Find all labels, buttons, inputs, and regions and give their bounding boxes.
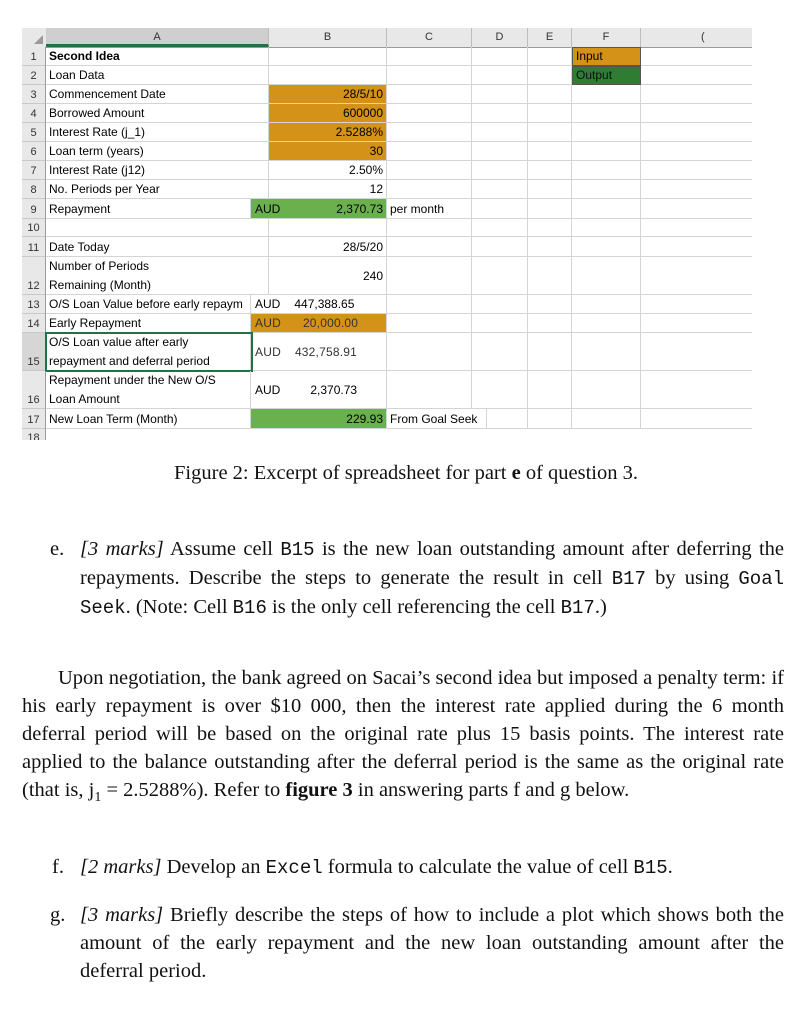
sheet-row-3 (22, 85, 752, 104)
currency-label: AUD (255, 382, 281, 397)
cell-b12[interactable]: 240 (269, 257, 387, 295)
sheet-row-6 (22, 142, 752, 161)
cell-e7[interactable] (528, 161, 572, 180)
cell-e14[interactable] (528, 314, 572, 333)
part-e-text3: by using (655, 567, 730, 589)
cell-d16[interactable] (472, 371, 528, 409)
cell-d5[interactable] (472, 123, 528, 142)
currency-label: AUD (255, 297, 281, 311)
currency-label: AUD (255, 202, 281, 216)
cell-c12[interactable] (387, 257, 472, 295)
cell-f3[interactable] (572, 85, 641, 104)
cell-b14[interactable] (251, 314, 387, 333)
cell-c15[interactable] (387, 333, 472, 371)
row-number[interactable]: 18 (22, 429, 46, 440)
cell-e15[interactable] (528, 333, 572, 371)
cell-b11[interactable]: 28/5/20 (269, 237, 387, 257)
cell-g13[interactable] (641, 295, 752, 314)
cell-g16[interactable] (641, 371, 752, 409)
sheet-row-17 (22, 409, 752, 429)
cell-g2[interactable] (641, 66, 752, 85)
cell-b17[interactable]: 229.93 (251, 409, 387, 429)
cell-a9[interactable]: Repayment (46, 199, 251, 219)
cell-b9[interactable] (251, 199, 387, 219)
column-header-f[interactable]: F (572, 28, 641, 47)
part-e-cell1: B15 (280, 539, 315, 561)
cell-d1[interactable] (472, 47, 528, 66)
cell-a5[interactable]: Interest Rate (j_1) (46, 123, 269, 142)
cell-e16[interactable] (528, 371, 572, 409)
cell-e3[interactable] (528, 85, 572, 104)
cell-e12[interactable] (528, 257, 572, 295)
part-g-label: g. (50, 904, 66, 926)
column-header-b[interactable]: B (269, 28, 387, 47)
row-number[interactable]: 7 (22, 161, 46, 180)
cell-f6[interactable] (572, 142, 641, 161)
new-repayment-value: 2,370.73 (310, 382, 358, 397)
part-e-question (80, 535, 784, 622)
cell-e10[interactable] (528, 219, 572, 237)
cell-f17[interactable] (572, 409, 641, 429)
context-text3: in answering parts f and g below. (357, 779, 630, 801)
cell-c7[interactable] (387, 161, 472, 180)
part-e-cell4: B17 (560, 597, 595, 619)
cell-f11[interactable] (572, 237, 641, 257)
cell-d6[interactable] (472, 142, 528, 161)
cell-e11[interactable] (528, 237, 572, 257)
row-number[interactable]: 4 (22, 104, 46, 123)
column-header-bar (22, 28, 752, 48)
context-subscript: 1 (94, 790, 102, 806)
cell-a17[interactable]: New Loan Term (Month) (46, 409, 251, 429)
part-f-cell: B15 (633, 857, 668, 879)
cell-b7[interactable]: 2.50% (269, 161, 387, 180)
cell-b8[interactable]: 12 (269, 180, 387, 199)
sheet-row-16 (22, 371, 752, 409)
cell-f10[interactable] (572, 219, 641, 237)
cell-e4[interactable] (528, 104, 572, 123)
legend-output-key[interactable]: Output (572, 66, 641, 85)
cell-d7[interactable] (472, 161, 528, 180)
cell-f15[interactable] (572, 333, 641, 371)
column-header-a[interactable]: A (46, 28, 269, 47)
cell-a7[interactable]: Interest Rate (j12) (46, 161, 269, 180)
loan-value-before: 447,388.65 (294, 297, 355, 311)
cell-c1[interactable] (387, 47, 472, 66)
column-header-g-partial[interactable]: ( (701, 31, 705, 43)
legend-input-key[interactable]: Input (572, 47, 641, 66)
cell-d3[interactable] (472, 85, 528, 104)
cell-a16[interactable]: Repayment under the New O/S Loan Amount (46, 371, 251, 409)
cell-c16[interactable] (387, 371, 472, 409)
cell-c8[interactable] (387, 180, 472, 199)
cell-b16[interactable] (251, 371, 387, 409)
cell-g12[interactable] (641, 257, 752, 295)
sheet-row-13 (22, 295, 752, 314)
cell-c3[interactable] (387, 85, 472, 104)
cell-g8[interactable] (641, 180, 752, 199)
cell-c14[interactable] (387, 314, 472, 333)
sheet-row-18 (22, 429, 752, 440)
part-f-marks: [2 marks] (80, 856, 162, 878)
cell-e5[interactable] (528, 123, 572, 142)
cell-c6[interactable] (387, 142, 472, 161)
sheet-row-5 (22, 123, 752, 142)
sheet-row-8 (22, 180, 752, 199)
cell-e13[interactable] (528, 295, 572, 314)
cell-a12[interactable]: Number of Periods Remaining (Month) (46, 257, 269, 295)
cell-c11[interactable] (387, 237, 472, 257)
currency-label: AUD (255, 344, 281, 359)
part-e-cell3: B16 (232, 597, 267, 619)
caption-suffix: of question 3. (525, 462, 638, 484)
cell-g10[interactable] (641, 219, 752, 237)
cell-a14[interactable]: Early Repayment (46, 314, 251, 333)
part-e-text5: is the only cell referencing the cell (272, 596, 556, 618)
select-all-triangle-icon (34, 35, 43, 44)
cell-b15[interactable] (251, 333, 387, 371)
part-e-text2: is the new loan outstanding amount after deferring the repayments. Describe the steps to generate the result in cell (80, 538, 784, 589)
cell-c2[interactable] (387, 66, 472, 85)
sheet-row-1 (22, 47, 752, 66)
cell-g3[interactable] (641, 85, 752, 104)
cell-c10[interactable] (387, 219, 472, 237)
cell-d13[interactable] (472, 295, 528, 314)
cell-g14[interactable] (641, 314, 752, 333)
part-f-text3: . (667, 856, 673, 878)
caption-bold-letter: e (511, 462, 521, 484)
cell-a8[interactable]: No. Periods per Year (46, 180, 269, 199)
cell-a4[interactable]: Borrowed Amount (46, 104, 269, 123)
row-number[interactable]: 13 (22, 295, 46, 314)
column-header-d[interactable]: D (472, 28, 528, 47)
row-number[interactable]: 2 (22, 66, 46, 85)
part-f-label: f. (52, 856, 64, 878)
cell-d9[interactable] (472, 199, 528, 219)
row-number[interactable]: 17 (22, 409, 46, 429)
cell-c13[interactable] (387, 295, 472, 314)
figure-caption (0, 462, 812, 485)
cell-b10[interactable] (269, 219, 387, 237)
sheet-row-2 (22, 66, 752, 85)
cell-g6[interactable] (641, 142, 752, 161)
column-header-e[interactable]: E (528, 28, 572, 47)
cell-g1[interactable] (641, 47, 752, 66)
cell-f16[interactable] (572, 371, 641, 409)
spreadsheet-excerpt (22, 28, 752, 440)
part-f-question (80, 853, 784, 882)
part-e-marks: [3 marks] (80, 538, 164, 560)
cell-d11[interactable] (472, 237, 528, 257)
row-number[interactable]: 16 (22, 371, 46, 409)
cell-a10[interactable] (46, 219, 269, 237)
cell-d15[interactable] (472, 333, 528, 371)
cell-f14[interactable] (572, 314, 641, 333)
cell-g9[interactable] (641, 199, 752, 219)
part-g-question (80, 901, 784, 985)
row-number[interactable]: 6 (22, 142, 46, 161)
cell-e1[interactable] (528, 47, 572, 66)
part-e-text6: .) (594, 596, 607, 618)
repayment-value: 2,370.73 (336, 202, 383, 216)
row-number[interactable]: 11 (22, 237, 46, 257)
part-e-label: e. (50, 538, 65, 560)
cell-d14[interactable] (472, 314, 528, 333)
row-number[interactable]: 15 (22, 333, 46, 371)
cell-d17[interactable] (472, 409, 528, 429)
loan-value-after: 432,758.91 (294, 344, 357, 359)
cell-d8[interactable] (472, 180, 528, 199)
sheet-row-4 (22, 104, 752, 123)
part-e-cell2: B17 (611, 568, 646, 590)
sheet-row-9 (22, 199, 752, 219)
context-text2: = 2.5288%). Refer to (101, 779, 281, 801)
cell-f4[interactable] (572, 104, 641, 123)
cell-c4[interactable] (387, 104, 472, 123)
part-e-text4: . (Note: Cell (125, 596, 228, 618)
cell-c9[interactable]: per month (387, 199, 472, 219)
row-number[interactable]: 12 (22, 257, 46, 295)
cell-d4[interactable] (472, 104, 528, 123)
context-figure-ref: figure 3 (285, 779, 353, 801)
sheet-row-12 (22, 257, 752, 295)
cell-b2[interactable] (269, 66, 387, 85)
currency-label: AUD (255, 316, 281, 330)
row-number[interactable]: 10 (22, 219, 46, 237)
cell-f8[interactable] (572, 180, 641, 199)
cell-b4[interactable]: 600000 (269, 104, 387, 123)
cell-e2[interactable] (528, 66, 572, 85)
caption-prefix: Figure 2: Excerpt of spreadsheet for part (174, 462, 507, 484)
cell-b1[interactable] (269, 47, 387, 66)
cell-g4[interactable] (641, 104, 752, 123)
cell-g15[interactable] (641, 333, 752, 371)
part-f-text2: formula to calculate the value of cell (327, 856, 629, 878)
cell-g5[interactable] (641, 123, 752, 142)
part-e-text1: Assume cell (169, 538, 273, 560)
sheet-row-10 (22, 219, 752, 237)
cell-f13[interactable] (572, 295, 641, 314)
context-text1: Upon negotiation, the bank agreed on Sacai’s second idea but imposed a penalty term: if his early repayment is over $10 000, then the interest rate applied during the 6 month deferral period will be based on the original rate plus 15 basis points. The interest rate applied to the balance outstanding after the deferral period is the same as the original rate (that is, j (22, 667, 784, 801)
part-g-marks: [3 marks] (80, 904, 164, 926)
part-e-tool: Goal Seek (80, 568, 784, 619)
cell-g7[interactable] (641, 161, 752, 180)
cell-a6[interactable]: Loan term (years) (46, 142, 269, 161)
row-number[interactable]: 3 (22, 85, 46, 104)
select-all-corner[interactable] (22, 28, 46, 47)
cell-d12[interactable] (472, 257, 528, 295)
cell-c17[interactable]: From Goal Seek (387, 409, 487, 429)
cell-c5[interactable] (387, 123, 472, 142)
cell-f9[interactable] (572, 199, 641, 219)
part-f-tool: Excel (265, 857, 323, 879)
cell-a11[interactable]: Date Today (46, 237, 269, 257)
row-number[interactable]: 5 (22, 123, 46, 142)
cell-g11[interactable] (641, 237, 752, 257)
column-header-c[interactable]: C (387, 28, 472, 47)
row-number[interactable]: 1 (22, 47, 46, 66)
cell-d10[interactable] (472, 219, 528, 237)
part-f-text1: Develop an (166, 856, 261, 878)
row-number[interactable]: 9 (22, 199, 46, 219)
cell-e17[interactable] (528, 409, 572, 429)
part-g-text: Briefly describe the steps of how to include a plot which shows both the amount of the early repayment and the new loan outstanding amount after the deferral period. (80, 904, 784, 982)
sheet-row-11 (22, 237, 752, 257)
cell-f7[interactable] (572, 161, 641, 180)
cell-e6[interactable] (528, 142, 572, 161)
cell-a2[interactable]: Loan Data (46, 66, 269, 85)
cell-g17[interactable] (641, 409, 752, 429)
context-paragraph (22, 664, 784, 812)
cell-a15[interactable]: O/S Loan value after early repayment and deferral period (46, 333, 251, 371)
sheet-row-14 (22, 314, 752, 333)
cell-f5[interactable] (572, 123, 641, 142)
cell-b13[interactable] (251, 295, 387, 314)
cell-d2[interactable] (472, 66, 528, 85)
cell-b6[interactable]: 30 (269, 142, 387, 161)
cell-b3[interactable]: 28/5/10 (269, 85, 387, 104)
cell-e8[interactable] (528, 180, 572, 199)
cell-b5[interactable]: 2.5288% (269, 123, 387, 142)
sheet-row-15 (22, 333, 752, 371)
cell-e9[interactable] (528, 199, 572, 219)
sheet-row-7 (22, 161, 752, 180)
cell-a1[interactable]: Second Idea (46, 47, 269, 66)
cell-a13[interactable]: O/S Loan Value before early repaym (46, 295, 251, 314)
early-repayment-value: 20,000.00 (302, 316, 359, 330)
row-number[interactable]: 14 (22, 314, 46, 333)
cell-a3[interactable]: Commencement Date (46, 85, 269, 104)
cell-f12[interactable] (572, 257, 641, 295)
row-number[interactable]: 8 (22, 180, 46, 199)
